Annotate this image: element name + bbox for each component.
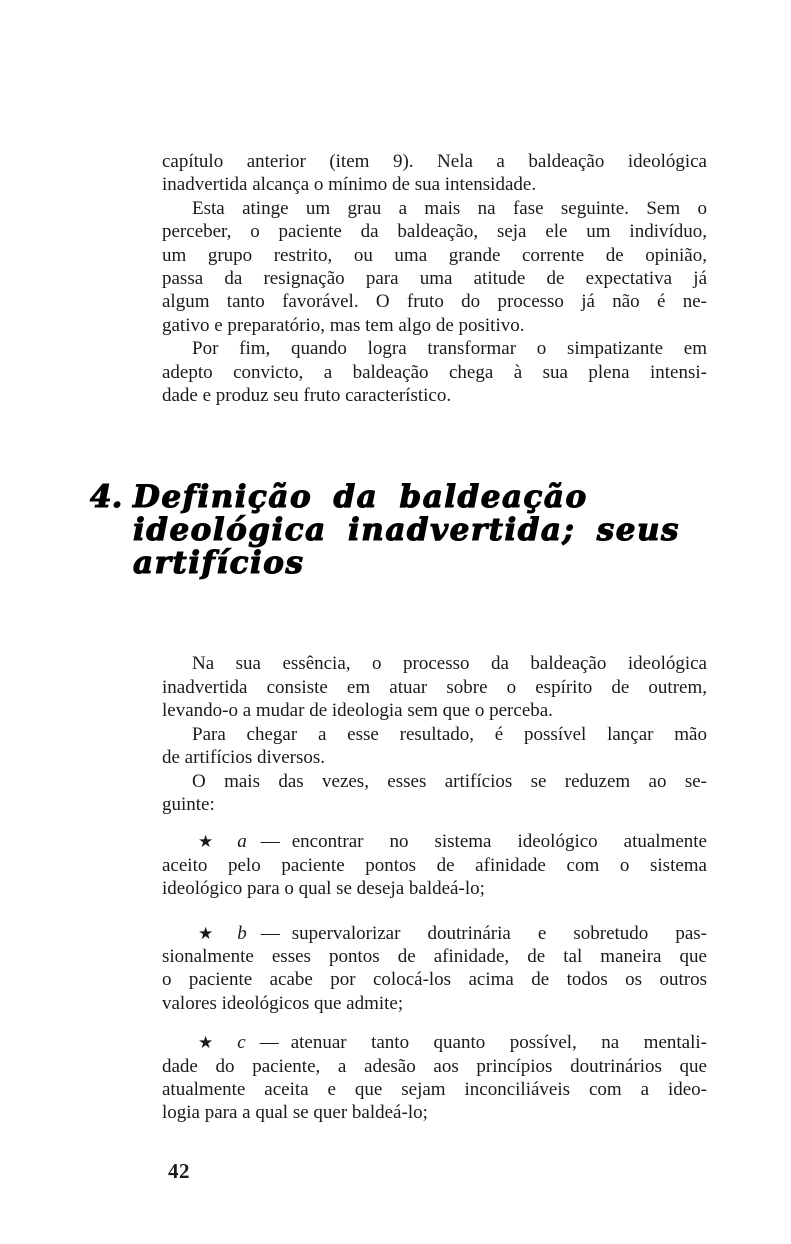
text-line: Para chegar a esse resultado, é possível lançar mão (192, 723, 707, 745)
text-line: Na sua essência, o processo da baldeação ideológica (192, 653, 707, 675)
text-line: valores ideológicos que admite; (162, 992, 404, 1014)
text-line: atualmente aceita e que sejam inconciliáveis com a ideo- (162, 1078, 707, 1100)
list-item-b (162, 922, 707, 1016)
paragraph (162, 770, 707, 817)
list-item-c (162, 1031, 707, 1125)
paragraph (162, 337, 707, 407)
body-paragraphs (162, 652, 707, 816)
text-line: dade do paciente, a adesão aos princípios doutrinários que (162, 1055, 707, 1077)
text-line: Esta atinge um grau a mais na fase seguinte. Sem o (192, 197, 707, 219)
paragraph (162, 197, 707, 337)
intro-paragraphs (162, 150, 707, 407)
star-icon: ★ (198, 1033, 214, 1053)
section-number: 4. (90, 479, 123, 516)
text-line: O mais das vezes, esses artifícios se reduzem ao se- (192, 770, 707, 792)
text-block (90, 150, 707, 1125)
text-line: passa da resignação para uma atitude de expectativa já (162, 268, 707, 290)
item-letter: c (237, 1032, 246, 1054)
text-line: aceito pelo paciente pontos de afinidade com o sistema (162, 854, 707, 876)
heading-line: Definição da baldeação (133, 479, 588, 516)
item-letter: b (237, 922, 247, 944)
text-line: inadvertida alcança o mínimo de sua intensidade. (162, 174, 537, 196)
text-line: levando-o a mudar de ideologia sem que o perceba. (162, 700, 553, 722)
paragraph-continuation (162, 150, 707, 197)
text-line: ★ a — encontrar no sistema ideológico atualmente (198, 831, 707, 853)
section-title (133, 481, 707, 580)
list-item-a (162, 830, 707, 900)
heading-line: ideológica inadvertida; (133, 512, 576, 549)
paragraph (162, 723, 707, 770)
text-line: adepto convicto, a baldeação chega à sua plena intensi- (162, 361, 707, 383)
text-line: inadvertida consiste em atuar sobre o espírito de outrem, (162, 676, 707, 698)
text-line: perceber, o paciente da baldeação, seja ele um indivíduo, (162, 221, 707, 243)
item-dash: — (260, 922, 280, 944)
text-line: o paciente acabe por colocá-los acima de todos os outros (162, 969, 707, 991)
star-icon: ★ (198, 923, 214, 943)
text-line: logia para a qual se quer baldeá-lo; (162, 1102, 428, 1124)
star-icon: ★ (198, 832, 214, 852)
text-line: guinte: (162, 793, 215, 815)
heading-line: seus artifícios (133, 512, 680, 582)
text-line: sionalmente esses pontos de afinidade, de tal maneira que (162, 945, 707, 967)
text-line: capítulo anterior (item 9). Nela a baldeação ideológica (162, 151, 707, 172)
item-dash: — (259, 1032, 279, 1054)
page-number: 42 (168, 1159, 190, 1183)
text-line: um grupo restrito, ou uma grande corrente de opinião, (162, 244, 707, 266)
text-line: gativo e preparatório, mas tem algo de positivo. (162, 314, 525, 336)
item-dash: — (260, 831, 280, 853)
text-line: Por fim, quando logra transformar o simpatizante em (192, 338, 707, 360)
text-line: ideológico para o qual se deseja baldeá-lo; (162, 878, 485, 900)
paragraph (162, 652, 707, 722)
section-heading (90, 481, 707, 580)
item-letter: a (237, 831, 247, 853)
text-line: ★ b — supervalorizar doutrinária e sobretudo pas- (198, 922, 707, 944)
text-line: algum tanto favorável. O fruto do processo já não é ne- (162, 291, 707, 313)
text-line: dade e produz seu fruto característico. (162, 385, 452, 407)
text-line: de artifícios diversos. (162, 747, 326, 769)
artifice-list (162, 830, 707, 1124)
text-line: ★ c — atenuar tanto quanto possível, na mentali- (198, 1032, 707, 1054)
